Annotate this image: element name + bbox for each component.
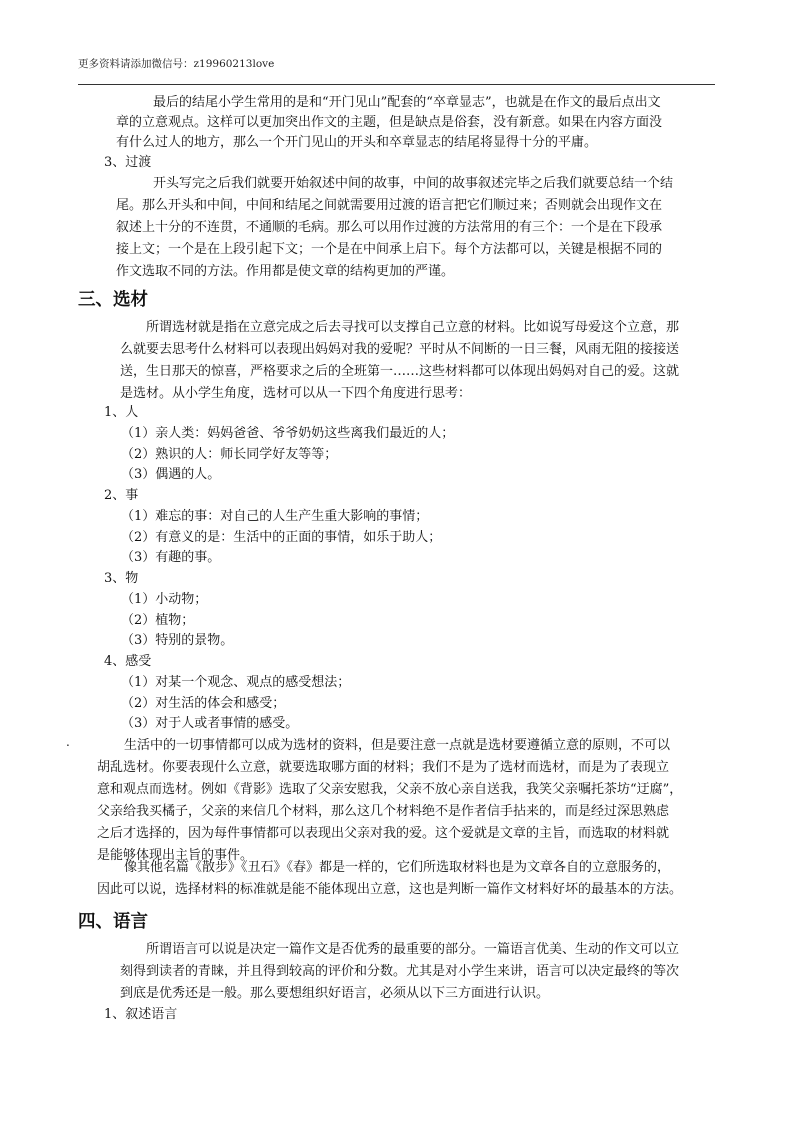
category-label: 3、物 bbox=[104, 571, 139, 586]
paragraph-line: 接上文；一个是在上段引起下文；一个是在中间承上启下。每个方法都可以，关键是根据不同的 bbox=[116, 242, 663, 257]
section-heading: 四、语言 bbox=[78, 912, 148, 932]
paragraph-line: 最后的结尾小学生常用的是和“开门见山”配套的“卒章显志”，也就是在作文的最后点出文 bbox=[153, 95, 661, 110]
paragraph-line: 刻得到读者的青睐，并且得到较高的评价和分数。尤其是对小学生来讲，语言可以决定最终的等次 bbox=[120, 964, 680, 979]
paragraph-line: 送，生日那天的惊喜，严格要求之后的全班第一……这些材料都可以体现出妈妈对自己的爱。这就 bbox=[120, 364, 680, 379]
paragraph-line: 开头写完之后我们就要开始叙述中间的故事，中间的故事叙述完毕之后我们就要总结一个结 bbox=[153, 176, 674, 191]
section-heading: 三、选材 bbox=[78, 290, 148, 310]
paragraph-line: 父亲给我买橘子，父亲的来信几个材料，那么这几个材料绝不是作者信手拈来的，而是经过深思熟虑 bbox=[97, 804, 670, 819]
paragraph-line: 所谓语言可以说是决定一篇作文是否优秀的最重要的部分。一篇语言优美、生动的作文可以立 bbox=[146, 942, 680, 957]
list-item: （3）特别的景物。 bbox=[121, 633, 234, 648]
paragraph-line: 生活中的一切事情都可以成为选材的资料，但是要注意一点就是选材要遵循立意的原则，不可以 bbox=[124, 738, 671, 753]
paragraph-line: 意和观点而选材。例如《背影》选取了父亲安慰我，父亲不放心亲自送我，我笑父亲嘱托茶坊“迂腐”， bbox=[97, 782, 683, 797]
list-item: （1）小动物； bbox=[121, 592, 208, 607]
category-label: 1、人 bbox=[104, 405, 139, 420]
paragraph-line: 尾。那么开头和中间，中间和结尾之间就需要用过渡的语言把它们顺过来；否则就会出现作文在 bbox=[116, 198, 663, 213]
paragraph-line: 叙述上十分的不连贯，不通顺的毛病。那么可以用作过渡的方法常用的有三个：一个是在下段承 bbox=[116, 220, 663, 235]
stray-dot: . bbox=[66, 735, 70, 749]
subsection-label: 1、叙述语言 bbox=[104, 1007, 178, 1022]
category-label: 4、感受 bbox=[104, 654, 152, 669]
list-item: （2）对生活的体会和感受； bbox=[121, 696, 286, 711]
paragraph-line: 是能够体现出主旨的事件。 bbox=[97, 848, 254, 863]
page-header: 更多资料请添加微信号：z19960213love bbox=[78, 58, 275, 70]
paragraph-line: 是选材。从小学生角度，选材可以从一下四个角度进行思考： bbox=[120, 386, 472, 401]
paragraph-line: 作文选取不同的方法。作用都是使文章的结构更加的严谨。 bbox=[116, 264, 455, 279]
paragraph-line: 像其他名篇《散步》《丑石》《春》都是一样的，它们所选取材料也是为文章各自的立意服务的， bbox=[124, 860, 671, 875]
paragraph-line: 所谓选材就是指在立意完成之后去寻找可以支撑自己立意的材料。比如说写母爱这个立意，那 bbox=[146, 320, 680, 335]
paragraph-line: 章的立意观点。这样可以更加突出作文的主题，但是缺点是俗套，没有新意。如果在内容方面没 bbox=[116, 115, 663, 130]
paragraph-line: 因此可以说，选择材料的标准就是能不能体现出立意，这也是判断一篇作文材料好坏的最基本的方法。 bbox=[97, 882, 683, 897]
list-item: （1）对某一个观念、观点的感受想法； bbox=[121, 675, 351, 690]
paragraph-line: 么就要去思考什么材料可以表现出妈妈对我的爱呢？平时从不间断的一日三餐，风雨无阻的接接送 bbox=[120, 342, 680, 357]
paragraph-line: 到底是优秀还是一般。那么要想组织好语言，必须从以下三方面进行认识。 bbox=[120, 986, 550, 1001]
list-item: （2）熟识的人：师长同学好友等等； bbox=[121, 447, 338, 462]
list-item: （2）植物； bbox=[121, 613, 195, 628]
subsection-label: 3、过渡 bbox=[104, 155, 152, 170]
paragraph-line: 之后才选择的，因为每件事情都可以表现出父亲对我的爱。这个爱就是文章的主旨，而选取的材料就 bbox=[97, 826, 670, 841]
list-item: （3）有趣的事。 bbox=[121, 550, 221, 565]
paragraph-line: 胡乱选材。你要表现什么立意，就要选取哪方面的材料；我们不是为了选材而选材，而是为了表现立 bbox=[97, 760, 670, 775]
list-item: （1）难忘的事：对自己的人生产生重大影响的事情； bbox=[121, 509, 429, 524]
list-item: （1）亲人类：妈妈爸爸、爷爷奶奶这些离我们最近的人； bbox=[121, 426, 455, 441]
category-label: 2、事 bbox=[104, 488, 139, 503]
list-item: （2）有意义的是：生活中的正面的事情，如乐于助人； bbox=[121, 530, 442, 545]
header-divider bbox=[78, 84, 715, 85]
list-item: （3）对于人或者事情的感受。 bbox=[121, 716, 299, 731]
list-item: （3）偶遇的人。 bbox=[121, 467, 221, 482]
paragraph-line: 有什么过人的地方，那么一个开门见山的开头和卒章显志的结尾将显得十分的平庸。 bbox=[116, 135, 598, 150]
